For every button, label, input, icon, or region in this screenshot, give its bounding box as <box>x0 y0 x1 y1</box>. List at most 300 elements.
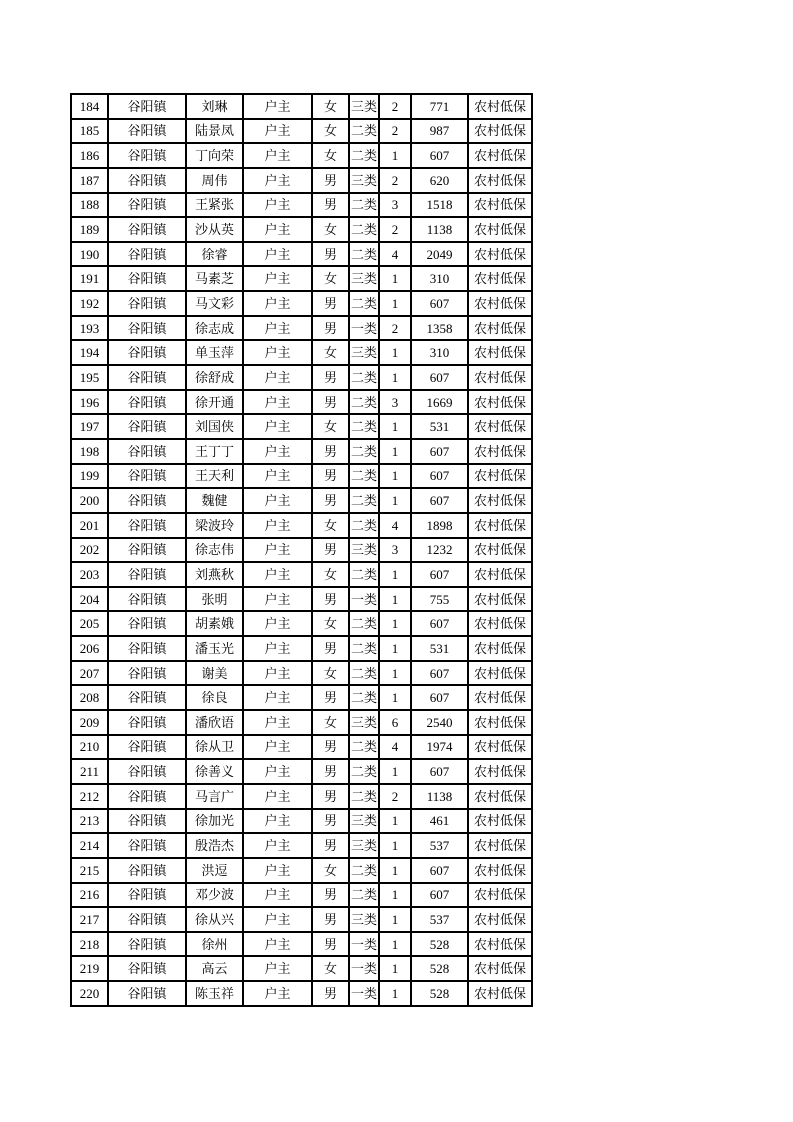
cell-gender: 男 <box>312 538 349 563</box>
cell-aid-type: 农村低保 <box>468 365 532 390</box>
cell-aid-type: 农村低保 <box>468 981 532 1006</box>
table-row <box>71 414 532 439</box>
table-row <box>71 291 532 316</box>
table-row <box>71 390 532 415</box>
cell-aid-type: 农村低保 <box>468 291 532 316</box>
cell-people-count: 1 <box>379 759 411 784</box>
cell-aid-type: 农村低保 <box>468 809 532 834</box>
cell-name: 徐从卫 <box>186 735 243 760</box>
cell-people-count: 1 <box>379 685 411 710</box>
cell-index: 205 <box>71 611 108 636</box>
cell-amount: 607 <box>411 365 468 390</box>
cell-gender: 男 <box>312 488 349 513</box>
cell-household-relation: 户主 <box>243 94 312 119</box>
cell-category: 二类 <box>349 858 379 883</box>
cell-amount: 528 <box>411 956 468 981</box>
cell-gender: 男 <box>312 316 349 341</box>
cell-amount: 1232 <box>411 538 468 563</box>
cell-index: 196 <box>71 390 108 415</box>
cell-category: 一类 <box>349 956 379 981</box>
table-row <box>71 242 532 267</box>
cell-index: 215 <box>71 858 108 883</box>
cell-index: 191 <box>71 266 108 291</box>
cell-gender: 女 <box>312 562 349 587</box>
cell-gender: 男 <box>312 685 349 710</box>
cell-household-relation: 户主 <box>243 735 312 760</box>
cell-household-relation: 户主 <box>243 340 312 365</box>
cell-town: 谷阳镇 <box>108 562 186 587</box>
cell-aid-type: 农村低保 <box>468 538 532 563</box>
cell-gender: 女 <box>312 661 349 686</box>
cell-people-count: 1 <box>379 266 411 291</box>
cell-aid-type: 农村低保 <box>468 488 532 513</box>
cell-town: 谷阳镇 <box>108 340 186 365</box>
cell-amount: 607 <box>411 439 468 464</box>
cell-town: 谷阳镇 <box>108 587 186 612</box>
cell-gender: 女 <box>312 94 349 119</box>
cell-aid-type: 农村低保 <box>468 168 532 193</box>
cell-people-count: 1 <box>379 636 411 661</box>
cell-household-relation: 户主 <box>243 710 312 735</box>
cell-name: 徐开通 <box>186 390 243 415</box>
cell-household-relation: 户主 <box>243 439 312 464</box>
cell-category: 三类 <box>349 710 379 735</box>
cell-amount: 607 <box>411 562 468 587</box>
cell-household-relation: 户主 <box>243 464 312 489</box>
cell-gender: 男 <box>312 390 349 415</box>
cell-category: 三类 <box>349 833 379 858</box>
cell-name: 王紧张 <box>186 193 243 218</box>
cell-household-relation: 户主 <box>243 217 312 242</box>
cell-aid-type: 农村低保 <box>468 661 532 686</box>
cell-gender: 男 <box>312 193 349 218</box>
cell-category: 一类 <box>349 316 379 341</box>
records-tbody <box>71 94 532 1006</box>
cell-household-relation: 户主 <box>243 784 312 809</box>
cell-people-count: 1 <box>379 932 411 957</box>
cell-aid-type: 农村低保 <box>468 956 532 981</box>
cell-household-relation: 户主 <box>243 488 312 513</box>
cell-index: 184 <box>71 94 108 119</box>
cell-index: 194 <box>71 340 108 365</box>
cell-amount: 607 <box>411 291 468 316</box>
table-row <box>71 266 532 291</box>
cell-town: 谷阳镇 <box>108 513 186 538</box>
cell-category: 二类 <box>349 143 379 168</box>
cell-town: 谷阳镇 <box>108 907 186 932</box>
cell-gender: 男 <box>312 365 349 390</box>
cell-gender: 女 <box>312 414 349 439</box>
cell-index: 211 <box>71 759 108 784</box>
cell-name: 徐从兴 <box>186 907 243 932</box>
cell-aid-type: 农村低保 <box>468 562 532 587</box>
cell-town: 谷阳镇 <box>108 858 186 883</box>
cell-people-count: 1 <box>379 907 411 932</box>
cell-people-count: 2 <box>379 119 411 144</box>
cell-name: 潘欣语 <box>186 710 243 735</box>
cell-category: 二类 <box>349 883 379 908</box>
cell-aid-type: 农村低保 <box>468 94 532 119</box>
cell-name: 陈玉祥 <box>186 981 243 1006</box>
cell-name: 丁向荣 <box>186 143 243 168</box>
cell-aid-type: 农村低保 <box>468 833 532 858</box>
cell-name: 梁波玲 <box>186 513 243 538</box>
cell-index: 201 <box>71 513 108 538</box>
cell-people-count: 6 <box>379 710 411 735</box>
cell-category: 二类 <box>349 217 379 242</box>
cell-aid-type: 农村低保 <box>468 759 532 784</box>
table-row <box>71 685 532 710</box>
cell-aid-type: 农村低保 <box>468 735 532 760</box>
cell-index: 185 <box>71 119 108 144</box>
cell-aid-type: 农村低保 <box>468 414 532 439</box>
cell-index: 204 <box>71 587 108 612</box>
cell-people-count: 1 <box>379 809 411 834</box>
cell-people-count: 1 <box>379 291 411 316</box>
cell-amount: 1138 <box>411 217 468 242</box>
cell-category: 二类 <box>349 661 379 686</box>
cell-category: 三类 <box>349 94 379 119</box>
cell-town: 谷阳镇 <box>108 611 186 636</box>
cell-household-relation: 户主 <box>243 883 312 908</box>
cell-name: 马素芝 <box>186 266 243 291</box>
cell-town: 谷阳镇 <box>108 168 186 193</box>
cell-people-count: 1 <box>379 414 411 439</box>
cell-gender: 男 <box>312 587 349 612</box>
cell-gender: 女 <box>312 340 349 365</box>
cell-category: 二类 <box>349 735 379 760</box>
cell-index: 198 <box>71 439 108 464</box>
cell-aid-type: 农村低保 <box>468 143 532 168</box>
table-row <box>71 809 532 834</box>
cell-town: 谷阳镇 <box>108 316 186 341</box>
cell-household-relation: 户主 <box>243 119 312 144</box>
table-row <box>71 858 532 883</box>
table-row <box>71 759 532 784</box>
cell-name: 徐善义 <box>186 759 243 784</box>
cell-index: 209 <box>71 710 108 735</box>
cell-name: 王天利 <box>186 464 243 489</box>
cell-category: 三类 <box>349 266 379 291</box>
cell-aid-type: 农村低保 <box>468 217 532 242</box>
cell-aid-type: 农村低保 <box>468 636 532 661</box>
table-row <box>71 217 532 242</box>
cell-category: 二类 <box>349 611 379 636</box>
table-row <box>71 340 532 365</box>
cell-aid-type: 农村低保 <box>468 266 532 291</box>
cell-household-relation: 户主 <box>243 513 312 538</box>
cell-people-count: 3 <box>379 390 411 415</box>
cell-amount: 461 <box>411 809 468 834</box>
cell-gender: 男 <box>312 168 349 193</box>
cell-index: 206 <box>71 636 108 661</box>
cell-amount: 607 <box>411 759 468 784</box>
cell-household-relation: 户主 <box>243 636 312 661</box>
cell-household-relation: 户主 <box>243 538 312 563</box>
cell-people-count: 1 <box>379 956 411 981</box>
cell-aid-type: 农村低保 <box>468 685 532 710</box>
cell-town: 谷阳镇 <box>108 661 186 686</box>
cell-people-count: 1 <box>379 611 411 636</box>
cell-people-count: 1 <box>379 439 411 464</box>
cell-town: 谷阳镇 <box>108 143 186 168</box>
table-row <box>71 168 532 193</box>
cell-gender: 女 <box>312 611 349 636</box>
cell-town: 谷阳镇 <box>108 710 186 735</box>
cell-name: 徐志伟 <box>186 538 243 563</box>
cell-gender: 男 <box>312 759 349 784</box>
cell-people-count: 4 <box>379 513 411 538</box>
table-row <box>71 538 532 563</box>
cell-category: 三类 <box>349 538 379 563</box>
cell-town: 谷阳镇 <box>108 390 186 415</box>
cell-category: 二类 <box>349 242 379 267</box>
table-row <box>71 883 532 908</box>
cell-town: 谷阳镇 <box>108 981 186 1006</box>
cell-name: 刘燕秋 <box>186 562 243 587</box>
table-row <box>71 784 532 809</box>
cell-household-relation: 户主 <box>243 242 312 267</box>
cell-category: 二类 <box>349 439 379 464</box>
cell-name: 徐睿 <box>186 242 243 267</box>
cell-people-count: 2 <box>379 316 411 341</box>
cell-amount: 537 <box>411 833 468 858</box>
cell-aid-type: 农村低保 <box>468 710 532 735</box>
cell-gender: 女 <box>312 710 349 735</box>
cell-town: 谷阳镇 <box>108 242 186 267</box>
cell-people-count: 1 <box>379 833 411 858</box>
cell-people-count: 4 <box>379 735 411 760</box>
cell-aid-type: 农村低保 <box>468 907 532 932</box>
cell-people-count: 1 <box>379 488 411 513</box>
cell-gender: 男 <box>312 291 349 316</box>
table-row <box>71 193 532 218</box>
cell-category: 二类 <box>349 636 379 661</box>
cell-amount: 607 <box>411 611 468 636</box>
cell-aid-type: 农村低保 <box>468 858 532 883</box>
cell-gender: 女 <box>312 956 349 981</box>
cell-people-count: 1 <box>379 883 411 908</box>
cell-amount: 1669 <box>411 390 468 415</box>
cell-aid-type: 农村低保 <box>468 784 532 809</box>
table-row <box>71 833 532 858</box>
cell-town: 谷阳镇 <box>108 488 186 513</box>
cell-gender: 女 <box>312 119 349 144</box>
cell-town: 谷阳镇 <box>108 291 186 316</box>
cell-people-count: 1 <box>379 143 411 168</box>
cell-category: 一类 <box>349 981 379 1006</box>
cell-amount: 607 <box>411 488 468 513</box>
cell-name: 徐州 <box>186 932 243 957</box>
cell-town: 谷阳镇 <box>108 685 186 710</box>
cell-category: 二类 <box>349 291 379 316</box>
cell-household-relation: 户主 <box>243 685 312 710</box>
cell-aid-type: 农村低保 <box>468 587 532 612</box>
cell-amount: 987 <box>411 119 468 144</box>
cell-people-count: 4 <box>379 242 411 267</box>
cell-people-count: 2 <box>379 217 411 242</box>
table-row <box>71 316 532 341</box>
cell-amount: 771 <box>411 94 468 119</box>
cell-category: 三类 <box>349 907 379 932</box>
cell-aid-type: 农村低保 <box>468 513 532 538</box>
cell-amount: 620 <box>411 168 468 193</box>
cell-gender: 男 <box>312 981 349 1006</box>
cell-aid-type: 农村低保 <box>468 119 532 144</box>
cell-town: 谷阳镇 <box>108 414 186 439</box>
cell-name: 王丁丁 <box>186 439 243 464</box>
cell-town: 谷阳镇 <box>108 266 186 291</box>
cell-town: 谷阳镇 <box>108 538 186 563</box>
cell-amount: 1518 <box>411 193 468 218</box>
cell-index: 200 <box>71 488 108 513</box>
cell-household-relation: 户主 <box>243 981 312 1006</box>
table-row <box>71 439 532 464</box>
cell-aid-type: 农村低保 <box>468 439 532 464</box>
cell-people-count: 1 <box>379 587 411 612</box>
cell-aid-type: 农村低保 <box>468 464 532 489</box>
cell-gender: 男 <box>312 809 349 834</box>
cell-town: 谷阳镇 <box>108 735 186 760</box>
cell-aid-type: 农村低保 <box>468 316 532 341</box>
cell-people-count: 1 <box>379 858 411 883</box>
cell-town: 谷阳镇 <box>108 883 186 908</box>
cell-name: 潘玉光 <box>186 636 243 661</box>
cell-aid-type: 农村低保 <box>468 242 532 267</box>
cell-category: 二类 <box>349 488 379 513</box>
table-row <box>71 562 532 587</box>
cell-index: 212 <box>71 784 108 809</box>
cell-category: 二类 <box>349 562 379 587</box>
cell-amount: 607 <box>411 858 468 883</box>
cell-amount: 607 <box>411 883 468 908</box>
cell-household-relation: 户主 <box>243 291 312 316</box>
cell-people-count: 2 <box>379 784 411 809</box>
cell-name: 陆景凤 <box>186 119 243 144</box>
cell-index: 220 <box>71 981 108 1006</box>
cell-gender: 女 <box>312 217 349 242</box>
cell-index: 203 <box>71 562 108 587</box>
cell-category: 三类 <box>349 340 379 365</box>
cell-household-relation: 户主 <box>243 759 312 784</box>
cell-town: 谷阳镇 <box>108 365 186 390</box>
cell-index: 218 <box>71 932 108 957</box>
cell-index: 202 <box>71 538 108 563</box>
cell-people-count: 1 <box>379 340 411 365</box>
cell-household-relation: 户主 <box>243 390 312 415</box>
cell-gender: 男 <box>312 883 349 908</box>
cell-town: 谷阳镇 <box>108 464 186 489</box>
cell-name: 徐加光 <box>186 809 243 834</box>
cell-amount: 1138 <box>411 784 468 809</box>
cell-gender: 男 <box>312 784 349 809</box>
cell-gender: 男 <box>312 932 349 957</box>
welfare-roster-table <box>70 93 533 1007</box>
cell-people-count: 1 <box>379 464 411 489</box>
cell-amount: 1358 <box>411 316 468 341</box>
table-row <box>71 636 532 661</box>
cell-aid-type: 农村低保 <box>468 883 532 908</box>
cell-gender: 男 <box>312 439 349 464</box>
cell-gender: 男 <box>312 833 349 858</box>
cell-name: 徐志成 <box>186 316 243 341</box>
table-row <box>71 907 532 932</box>
cell-name: 高云 <box>186 956 243 981</box>
table-row <box>71 143 532 168</box>
table-row <box>71 119 532 144</box>
cell-people-count: 2 <box>379 94 411 119</box>
cell-name: 洪逗 <box>186 858 243 883</box>
cell-index: 213 <box>71 809 108 834</box>
cell-name: 马文彩 <box>186 291 243 316</box>
cell-name: 徐良 <box>186 685 243 710</box>
cell-people-count: 1 <box>379 365 411 390</box>
cell-household-relation: 户主 <box>243 365 312 390</box>
cell-index: 189 <box>71 217 108 242</box>
cell-name: 周伟 <box>186 168 243 193</box>
cell-household-relation: 户主 <box>243 611 312 636</box>
cell-index: 193 <box>71 316 108 341</box>
table-row <box>71 611 532 636</box>
cell-index: 195 <box>71 365 108 390</box>
cell-household-relation: 户主 <box>243 907 312 932</box>
cell-amount: 607 <box>411 685 468 710</box>
cell-household-relation: 户主 <box>243 661 312 686</box>
cell-town: 谷阳镇 <box>108 833 186 858</box>
cell-amount: 310 <box>411 340 468 365</box>
cell-town: 谷阳镇 <box>108 956 186 981</box>
cell-category: 二类 <box>349 193 379 218</box>
cell-town: 谷阳镇 <box>108 217 186 242</box>
cell-name: 马言广 <box>186 784 243 809</box>
cell-amount: 607 <box>411 143 468 168</box>
cell-name: 邓少波 <box>186 883 243 908</box>
cell-index: 199 <box>71 464 108 489</box>
cell-gender: 男 <box>312 464 349 489</box>
cell-category: 二类 <box>349 119 379 144</box>
cell-amount: 528 <box>411 981 468 1006</box>
cell-household-relation: 户主 <box>243 809 312 834</box>
table-row <box>71 488 532 513</box>
cell-amount: 2049 <box>411 242 468 267</box>
table-row <box>71 661 532 686</box>
cell-amount: 531 <box>411 636 468 661</box>
cell-amount: 531 <box>411 414 468 439</box>
cell-aid-type: 农村低保 <box>468 390 532 415</box>
cell-index: 208 <box>71 685 108 710</box>
cell-name: 魏健 <box>186 488 243 513</box>
cell-household-relation: 户主 <box>243 858 312 883</box>
cell-aid-type: 农村低保 <box>468 932 532 957</box>
cell-category: 二类 <box>349 759 379 784</box>
cell-household-relation: 户主 <box>243 932 312 957</box>
cell-people-count: 1 <box>379 661 411 686</box>
cell-people-count: 1 <box>379 562 411 587</box>
cell-amount: 607 <box>411 464 468 489</box>
cell-town: 谷阳镇 <box>108 759 186 784</box>
cell-category: 一类 <box>349 587 379 612</box>
table-row <box>71 94 532 119</box>
table-row <box>71 513 532 538</box>
cell-index: 207 <box>71 661 108 686</box>
cell-name: 谢美 <box>186 661 243 686</box>
cell-amount: 528 <box>411 932 468 957</box>
table-row <box>71 956 532 981</box>
cell-household-relation: 户主 <box>243 587 312 612</box>
cell-category: 二类 <box>349 513 379 538</box>
cell-category: 二类 <box>349 414 379 439</box>
cell-gender: 女 <box>312 143 349 168</box>
